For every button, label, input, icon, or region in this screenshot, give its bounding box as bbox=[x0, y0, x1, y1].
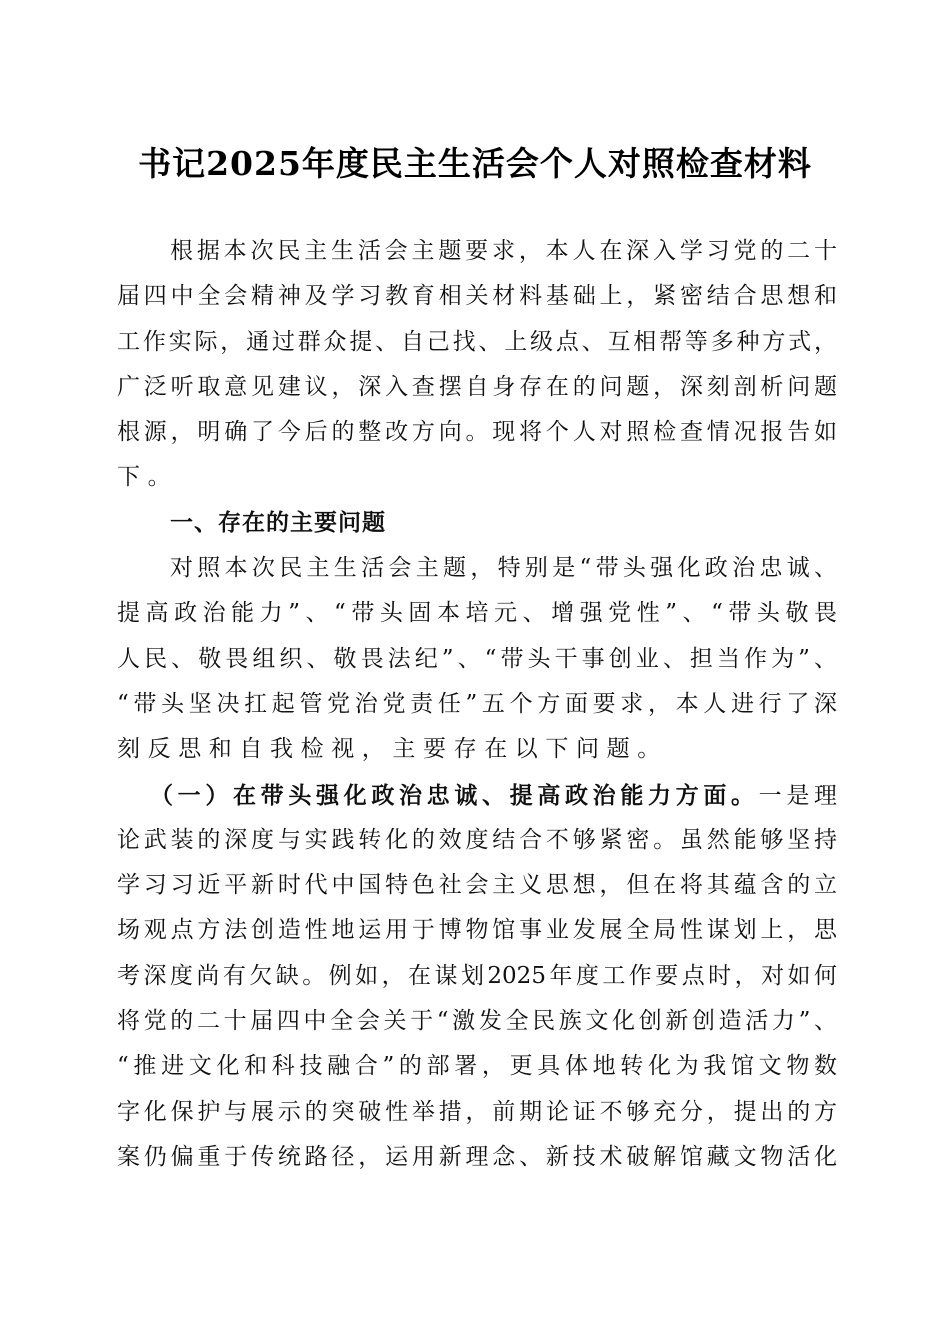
line-text: 论武装的深度与实践转化的效度结合不够紧密。虽然能够坚持 bbox=[117, 826, 837, 853]
document-body bbox=[117, 229, 837, 1180]
line-text: 人民、敬畏组织、敬畏法纪”、“带头干事创业、担当作为”、 bbox=[117, 645, 837, 672]
paragraph-line bbox=[117, 591, 837, 636]
paragraph-line bbox=[117, 818, 837, 863]
paragraph-line bbox=[117, 863, 837, 908]
line-text: 考深度尚有欠缺。例如，在谋划2025年度工作要点时，对如何 bbox=[117, 962, 837, 989]
paragraph-line bbox=[117, 1044, 837, 1089]
line-text: 学习习近平新时代中国特色社会主义思想，但在将其蕴含的立 bbox=[117, 872, 837, 899]
paragraph-line bbox=[117, 1090, 837, 1135]
line-text: 刻反思和自我检视，主要存在以下问题。 bbox=[117, 736, 668, 763]
line-text: 根据本次民主生活会主题要求，本人在深入学习党的二十 bbox=[170, 238, 837, 264]
paragraph-line bbox=[117, 682, 837, 727]
line-text: 一是理 bbox=[758, 782, 838, 809]
paragraph-line bbox=[117, 410, 837, 455]
paragraph-line bbox=[117, 365, 837, 410]
paragraph-line bbox=[117, 320, 837, 365]
line-text: 根源，明确了今后的整改方向。现将个人对照检查情况报告如 bbox=[117, 419, 837, 446]
line-text: “带头坚决扛起管党治党责任”五个方面要求，本人进行了深 bbox=[117, 690, 837, 717]
document-title: 书记2025年度民主生活会个人对照检查材料 bbox=[138, 144, 812, 183]
line-text: 案仍偏重于传统路径，运用新理念、新技术破解馆藏文物活化 bbox=[117, 1143, 837, 1170]
line-text: 将党的二十届四中全会关于“激发全民族文化创新创造活力”、 bbox=[117, 1008, 837, 1035]
paragraph-line bbox=[117, 1135, 837, 1180]
paragraph-line bbox=[117, 999, 837, 1044]
line-text: 一、存在的主要问题 bbox=[170, 509, 386, 536]
line-text: 字化保护与展示的突破性举措，前期论证不够充分，提出的方 bbox=[117, 1098, 837, 1125]
section-heading bbox=[117, 501, 837, 546]
paragraph-line bbox=[117, 908, 837, 953]
line-text: “推进文化和科技融合”的部署，更具体地转化为我馆文物数 bbox=[117, 1053, 837, 1080]
line-text: 工作实际，通过群众提、自己找、上级点、互相帮等多种方式， bbox=[117, 328, 837, 355]
line-text: 广泛听取意见建议，深入查摆自身存在的问题，深刻剖析问题 bbox=[117, 373, 837, 400]
bold-subheading: （一）在带头强化政治忠诚、提高政治能力方面。 bbox=[150, 781, 759, 809]
line-text: 下。 bbox=[117, 464, 179, 491]
paragraph-line bbox=[117, 274, 837, 319]
line-text: 对照本次民主生活会主题，特别是“带头强化政治忠诚、 bbox=[170, 555, 837, 582]
paragraph-line bbox=[117, 229, 837, 274]
line-text: 场观点方法创造性地运用于博物馆事业发展全局性谋划上，思 bbox=[117, 917, 837, 944]
line-text: 届四中全会精神及学习教育相关材料基础上，紧密结合思想和 bbox=[117, 283, 837, 310]
paragraph-line bbox=[117, 455, 837, 500]
paragraph-line bbox=[117, 773, 837, 818]
line-text: 提高政治能力”、“带头固本培元、增强党性”、“带头敬畏 bbox=[117, 600, 837, 627]
paragraph-line bbox=[117, 546, 837, 591]
paragraph-line bbox=[117, 637, 837, 682]
paragraph-line bbox=[117, 727, 837, 772]
paragraph-line bbox=[117, 954, 837, 999]
